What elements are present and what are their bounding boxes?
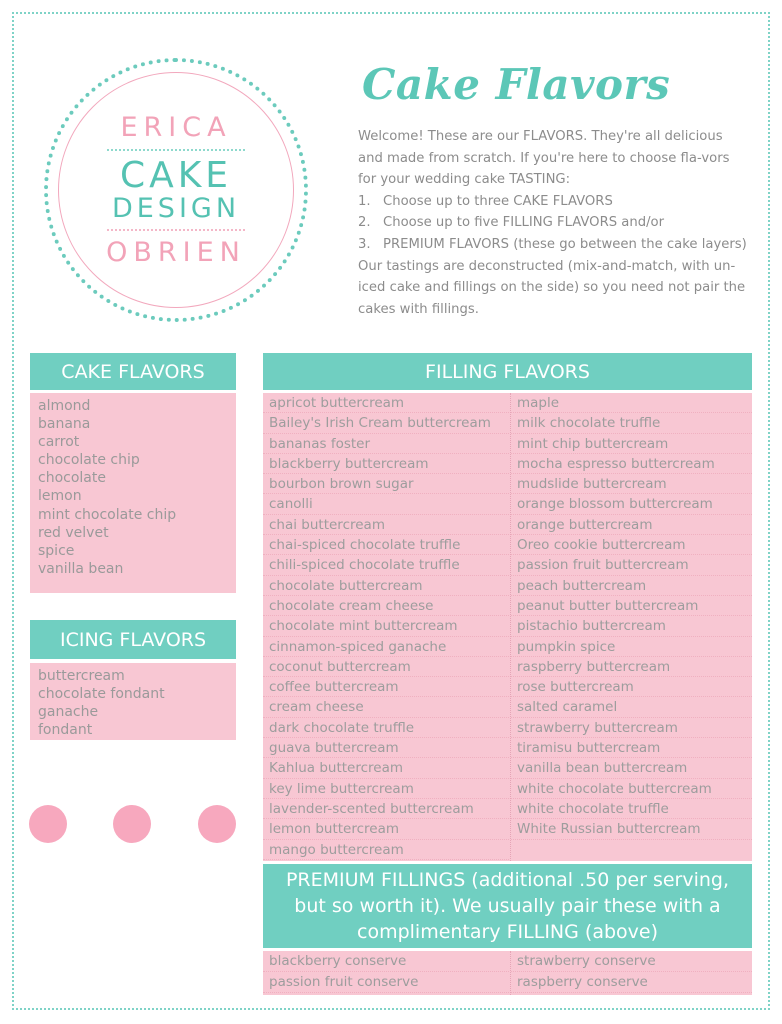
icing-flavor-item: buttercream [38, 668, 125, 684]
filling-flavor-item: Kahlua buttercream [263, 758, 509, 778]
filling-column-right [511, 393, 752, 840]
step-text: Choose up to three CAKE FLAVORS [383, 193, 613, 209]
filling-flavor-item: chocolate buttercream [263, 576, 509, 596]
filling-column-left [263, 393, 509, 860]
icing-flavors-box [30, 663, 236, 740]
cake-flavor-item: almond [38, 398, 91, 414]
filling-flavor-item: peach buttercream [511, 576, 752, 596]
filling-flavor-item: Bailey's Irish Cream buttercream [263, 413, 509, 433]
premium-column-right [511, 951, 752, 993]
filling-flavors-heading: FILLING FLAVORS [263, 353, 752, 390]
logo-design: DESIGN [111, 192, 241, 224]
filling-flavor-item: mudslide buttercream [511, 474, 752, 494]
logo-cake: CAKE [119, 154, 233, 196]
filling-flavor-item: tiramisu buttercream [511, 738, 752, 758]
filling-flavor-item: lavender-scented buttercream [263, 799, 509, 819]
cake-flavor-item: chocolate [38, 470, 106, 487]
cake-flavor-item: lemon [38, 488, 82, 505]
step-text: PREMIUM FLAVORS (these go between the cake layers) [383, 236, 747, 252]
filling-flavor-item: orange buttercream [511, 515, 752, 535]
filling-flavor-item: apricot buttercream [263, 393, 509, 413]
step-number: 3. [358, 236, 371, 252]
filling-flavor-item: coffee buttercream [263, 677, 509, 697]
cake-flavors-box [30, 393, 236, 593]
page-title: Cake Flavors [362, 60, 671, 109]
intro-paragraph-2: Our tastings are deconstructed (mix-and-match, with un-iced cake and fillings on the side) so you need not pair the cakes with fillings. [358, 258, 746, 317]
filling-flavor-item: orange blossom buttercream [511, 494, 752, 514]
step-number: 2. [358, 215, 371, 231]
decorative-dot [113, 805, 151, 843]
cake-flavor-item: vanilla bean [38, 560, 124, 577]
premium-filling-item: passion fruit conserve [263, 972, 509, 993]
filling-flavor-item: strawberry buttercream [511, 718, 752, 738]
intro-text [358, 126, 750, 320]
filling-flavor-item: chai buttercream [263, 515, 509, 535]
tasting-step [358, 212, 750, 234]
tasting-step [358, 234, 750, 256]
filling-flavor-item: dark chocolate truffle [263, 718, 509, 738]
premium-filling-item: blackberry conserve [263, 951, 509, 972]
filling-flavor-item: coconut buttercream [263, 657, 509, 677]
filling-flavor-item: mint chip buttercream [511, 434, 752, 454]
logo-divider [107, 229, 245, 231]
cake-flavor-item: banana [38, 416, 91, 433]
filling-flavor-item: chocolate cream cheese [263, 596, 509, 616]
filling-flavor-item: chocolate mint buttercream [263, 616, 509, 636]
cake-flavor-item: spice [38, 542, 75, 559]
filling-flavor-item: passion fruit buttercream [511, 555, 752, 575]
filling-flavor-item: peanut butter buttercream [511, 596, 752, 616]
filling-flavor-item: mocha espresso buttercream [511, 454, 752, 474]
logo-first-name: ERICA [120, 111, 232, 143]
logo-divider [107, 149, 245, 151]
filling-flavor-item: maple [511, 393, 752, 413]
icing-flavor-item: ganache [38, 704, 99, 721]
logo-last-name: OBRIEN [106, 237, 246, 269]
filling-flavor-item: rose buttercream [511, 677, 752, 697]
filling-flavors-box [263, 393, 752, 861]
filling-flavor-item: cinnamon-spiced ganache [263, 637, 509, 657]
decorative-dot [29, 805, 67, 843]
filling-flavor-item: Oreo cookie buttercream [511, 535, 752, 555]
cake-flavor-item: red velvet [38, 524, 109, 541]
filling-flavor-item: canolli [263, 494, 509, 514]
filling-flavor-item: pistachio buttercream [511, 616, 752, 636]
cake-flavor-item: carrot [38, 434, 80, 451]
tasting-steps [358, 191, 750, 256]
filling-flavor-item: bananas foster [263, 434, 509, 454]
filling-flavor-item: vanilla bean buttercream [511, 758, 752, 778]
filling-flavor-item: lemon buttercream [263, 819, 509, 839]
filling-flavor-item: guava buttercream [263, 738, 509, 758]
intro-paragraph: Welcome! These are our FLAVORS. They're all delicious and made from scratch. If you're here to choose fla-vors for your wedding cake TASTING: [358, 129, 730, 188]
cake-flavor-item: chocolate chip [38, 452, 140, 469]
icing-flavors-heading: ICING FLAVORS [30, 620, 236, 659]
filling-flavor-item: blackberry buttercream [263, 454, 509, 474]
cake-flavors-list [30, 393, 236, 582]
filling-flavor-item: White Russian buttercream [511, 819, 752, 839]
icing-flavors-list [30, 663, 236, 743]
filling-flavor-item: bourbon brown sugar [263, 474, 509, 494]
step-text: Choose up to five FILLING FLAVORS and/or [383, 215, 665, 231]
filling-flavor-item: pumpkin spice [511, 637, 752, 657]
step-number: 1. [358, 193, 371, 209]
premium-fillings-heading: PREMIUM FILLINGS (additional .50 per serving, but so worth it). We usually pair these with a complimentary FILLING (above) [263, 864, 752, 948]
logo-badge [44, 58, 308, 322]
decorative-dot [198, 805, 236, 843]
premium-filling-item: raspberry conserve [511, 972, 752, 993]
filling-flavor-item: cream cheese [263, 697, 509, 717]
cake-flavor-item: mint chocolate chip [38, 506, 177, 523]
premium-filling-item: strawberry conserve [511, 951, 752, 972]
logo-inner-circle [58, 72, 294, 308]
icing-flavor-item: chocolate fondant [38, 686, 165, 703]
tasting-step [358, 191, 750, 213]
filling-flavor-item: raspberry buttercream [511, 657, 752, 677]
premium-fillings-box [263, 951, 752, 995]
filling-flavor-item: white chocolate truffle [511, 799, 752, 819]
filling-flavor-item: salted caramel [511, 697, 752, 717]
filling-flavor-item: chili-spiced chocolate truffle [263, 555, 509, 575]
filling-flavor-item: white chocolate buttercream [511, 779, 752, 799]
filling-flavor-item: chai-spiced chocolate truffle [263, 535, 509, 555]
filling-flavor-item: key lime buttercream [263, 779, 509, 799]
filling-flavor-item: mango buttercream [263, 840, 509, 860]
cake-flavors-heading: CAKE FLAVORS [30, 353, 236, 390]
filling-flavor-item: milk chocolate truffle [511, 413, 752, 433]
icing-flavor-item: fondant [38, 722, 93, 739]
premium-column-left [263, 951, 509, 993]
